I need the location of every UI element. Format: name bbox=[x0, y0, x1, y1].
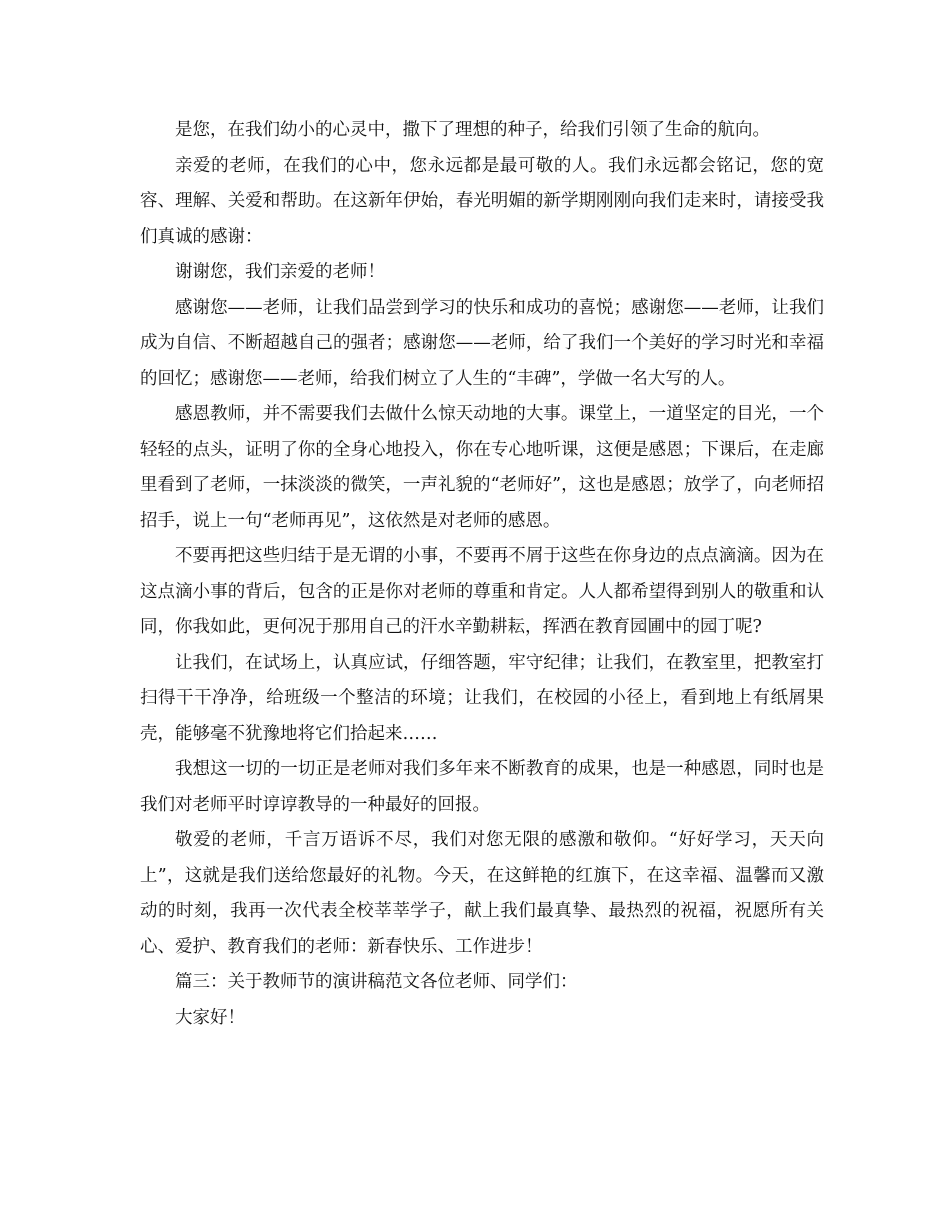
paragraph: 是您，在我们幼小的心灵中，撒下了理想的种子，给我们引领了生命的航向。 bbox=[175, 120, 770, 140]
paragraph: 我想这一切的一切正是老师对我们多年来不断教育的成果，也是一种感恩，同时也是我们对老师平时谆谆教导的一种最好的回报。 bbox=[140, 759, 824, 815]
paragraph: 感谢您——老师，让我们品尝到学习的快乐和成功的喜悦；感谢您——老师，让我们成为自信、不断超越自己的强者；感谢您——老师，给了我们一个美好的学习时光和幸福的回忆；感谢您——老师，给我们树立了人生的“丰碑”，学做一名大写的人。 bbox=[140, 297, 824, 389]
document-body bbox=[140, 113, 824, 1036]
greeting: 大家好！ bbox=[175, 1007, 245, 1028]
section-heading: 篇三：关于教师节的演讲稿范文各位老师、同学们： bbox=[175, 972, 578, 992]
paragraph: 亲爱的老师，在我们的心中，您永远都是最可敬的人。我们永远都会铭记，您的宽容、理解、关爱和帮助。在这新年伊始，春光明媚的新学期刚刚向我们走来时，请接受我们真诚的感谢： bbox=[140, 155, 824, 247]
paragraph: 谢谢您，我们亲爱的老师！ bbox=[175, 262, 385, 282]
paragraph: 感恩教师，并不需要我们去做什么惊天动地的大事。课堂上，一道坚定的目光，一个轻轻的点头，证明了你的全身心地投入，你在专心地听课，这便是感恩；下课后，在走廊里看到了老师，一抹淡淡的微笑，一声礼貌的“老师好”，这也是感恩；放学了，向老师招招手，说上一句“老师再见”，这依然是对老师的感恩。 bbox=[140, 404, 824, 531]
paragraph: 不要再把这些归结于是无谓的小事，不要再不屑于这些在你身边的点点滴滴。因为在这点滴小事的背后，包含的正是你对老师的尊重和肯定。人人都希望得到别人的敬重和认同，你我如此，更何况于那用自己的汗水辛勤耕耘，挥洒在教育园圃中的园丁呢? bbox=[140, 546, 824, 637]
paragraph: 让我们，在试场上，认真应试，仔细答题，牢守纪律；让我们，在教室里，把教室打扫得干干净净，给班级一个整洁的环境；让我们，在校园的小径上，看到地上有纸屑果壳，能够毫不犹豫地将它们拾起来…… bbox=[140, 652, 824, 744]
paragraph: 敬爱的老师，千言万语诉不尽，我们对您无限的感激和敬仰。“好好学习，天天向上”，这就是我们送给您最好的礼物。今天，在这鲜艳的红旗下，在这幸福、温馨而又激动的时刻，我再一次代表全校莘莘学子，献上我们最真挚、最热烈的祝福，祝愿所有关心、爱护、教育我们的老师：新春快乐、工作进步！ bbox=[140, 830, 824, 957]
